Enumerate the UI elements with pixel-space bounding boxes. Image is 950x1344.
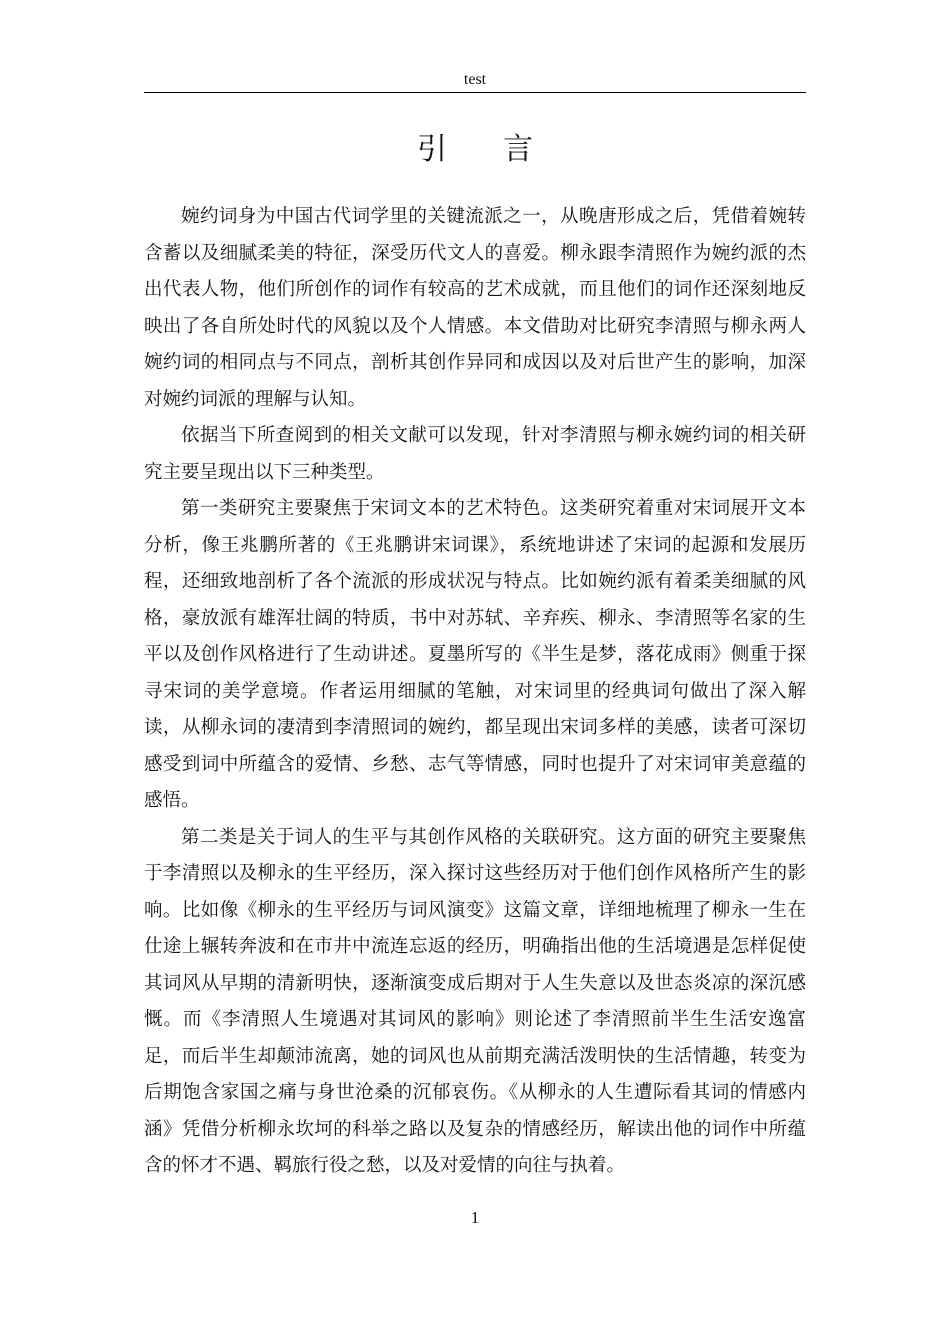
paragraph-research-type-1: 第一类研究主要聚焦于宋词文本的艺术特色。这类研究着重对宋词展开文本分析，像王兆鹏所著的《王兆鹏讲宋词课》，系统地讲述了宋词的起源和发展历程，还细致地剖析了各个流派的形成状况与特点。比如婉约派有着柔美细腻的风格，豪放派有雄浑壮阔的特质，书中对苏轼、辛弃疾、柳永、李清照等名家的生平以及创作风格进行了生动讲述。夏墨所写的《半生是梦，落花成雨》侧重于探寻宋词的美学意境。作者运用细腻的笔触，对宋词里的经典词句做出了深入解读，从柳永词的凄清到李清照词的婉约，都呈现出宋词多样的美感，读者可深切感受到词中所蕴含的爱情、乡愁、志气等情感，同时也提升了对宋词审美意蕴的感悟。: [144, 498, 806, 811]
running-header: test: [463, 71, 487, 88]
page-number: 1: [470, 1208, 480, 1227]
section-title: 引言: [417, 132, 589, 167]
paragraph-literature-overview: 依据当下所查阅到的相关文献可以发现，针对李清照与柳永婉约词的相关研究主要呈现出以下三种类型。: [144, 425, 806, 483]
header-rule: [144, 92, 806, 93]
body-text: [144, 199, 806, 1185]
paragraph-intro: 婉约词身为中国古代词学里的关键流派之一，从晚唐形成之后，凭借着婉转含蓄以及细腻柔美的特征，深受历代文人的喜爱。柳永跟李清照作为婉约派的杰出代表人物，他们所创作的词作有较高的艺术成就，而且他们的词作还深刻地反映出了各自所处时代的风貌以及个人情感。本文借助对比研究李清照与柳永两人婉约词的相同点与不同点，剖析其创作异同和成因以及对后世产生的影响，加深对婉约词派的理解与认知。: [144, 206, 806, 410]
paragraph-research-type-2: 第二类是关于词人的生平与其创作风格的关联研究。这方面的研究主要聚焦于李清照以及柳永的生平经历，深入探讨这些经历对于他们创作风格所产生的影响。比如像《柳永的生平经历与词风演变》这篇文章，详细地梳理了柳永一生在仕途上辗转奔波和在市井中流连忘返的经历，明确指出他的生活境遇是怎样促使其词风从早期的清新明快，逐渐演变成后期对于人生失意以及世态炎凉的深沉感慨。而《李清照人生境遇对其词风的影响》则论述了李清照前半生生活安逸富足，而后半生却颠沛流离，她的词风也从前期充满活泼明快的生活情趣，转变为后期饱含家国之痛与身世沧桑的沉郁哀伤。《从柳永的人生遭际看其词的情感内涵》凭借分析柳永坎坷的科举之路以及复杂的情感经历，解读出他的词作中所蕴含的怀才不遇、羁旅行役之愁，以及对爱情的向往与执着。: [144, 826, 806, 1176]
